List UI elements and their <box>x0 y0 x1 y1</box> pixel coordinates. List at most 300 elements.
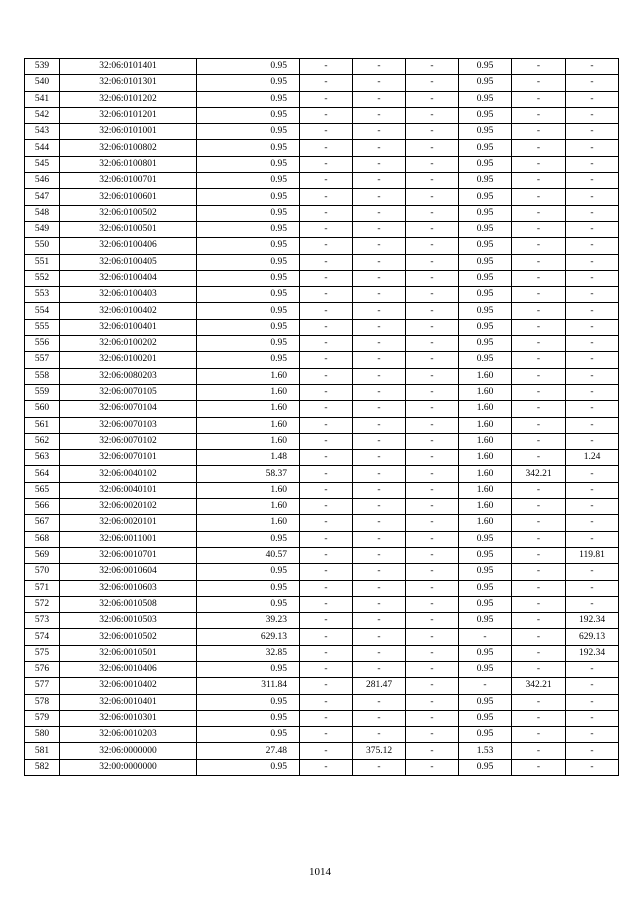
value-col-8-cell: - <box>512 499 566 515</box>
cadastral-code-cell: 32:06:0070101 <box>60 450 197 466</box>
value-col-7-cell: 1.60 <box>459 384 512 400</box>
table-row <box>25 727 619 743</box>
table-row <box>25 499 619 515</box>
value-col-5-cell: - <box>353 450 406 466</box>
value-col-4-cell: - <box>300 482 353 498</box>
table-row <box>25 75 619 91</box>
value-col-7-cell: 0.95 <box>459 173 512 189</box>
table-row <box>25 352 619 368</box>
value-col-7-cell: 1.53 <box>459 743 512 759</box>
value-col-4-cell: - <box>300 140 353 156</box>
price-value-cell: 0.95 <box>197 336 300 352</box>
value-col-6-cell: - <box>406 287 459 303</box>
value-col-8-cell: 342.21 <box>512 466 566 482</box>
price-value-cell: 0.95 <box>197 319 300 335</box>
value-col-6-cell: - <box>406 515 459 531</box>
value-col-8-cell: - <box>512 156 566 172</box>
table-row <box>25 482 619 498</box>
value-col-7-cell: 0.95 <box>459 189 512 205</box>
value-col-5-cell: - <box>353 91 406 107</box>
value-col-9-cell: - <box>566 580 619 596</box>
value-col-6-cell: - <box>406 156 459 172</box>
cadastral-code-cell: 32:06:0020102 <box>60 499 197 515</box>
value-col-6-cell: - <box>406 352 459 368</box>
value-col-5-cell: - <box>353 596 406 612</box>
value-col-6-cell: - <box>406 205 459 221</box>
value-col-9-cell: - <box>566 759 619 775</box>
value-col-4-cell: - <box>300 596 353 612</box>
price-value-cell: 1.60 <box>197 499 300 515</box>
price-value-cell: 0.95 <box>197 205 300 221</box>
value-col-9-cell: - <box>566 91 619 107</box>
value-col-6-cell: - <box>406 384 459 400</box>
cadastral-code-cell: 32:06:0010301 <box>60 710 197 726</box>
value-col-8-cell: - <box>512 238 566 254</box>
row-number-cell: 562 <box>25 433 60 449</box>
value-col-8-cell: - <box>512 91 566 107</box>
row-number-cell: 564 <box>25 466 60 482</box>
value-col-4-cell: - <box>300 547 353 563</box>
value-col-5-cell: - <box>353 189 406 205</box>
price-value-cell: 0.95 <box>197 661 300 677</box>
value-col-8-cell: - <box>512 450 566 466</box>
value-col-4-cell: - <box>300 450 353 466</box>
value-col-9-cell: - <box>566 466 619 482</box>
price-value-cell: 0.95 <box>197 140 300 156</box>
price-value-cell: 0.95 <box>197 238 300 254</box>
value-col-8-cell: - <box>512 368 566 384</box>
row-number-cell: 552 <box>25 270 60 286</box>
row-number-cell: 550 <box>25 238 60 254</box>
value-col-9-cell: - <box>566 124 619 140</box>
value-col-8-cell: - <box>512 124 566 140</box>
value-col-7-cell: 0.95 <box>459 59 512 75</box>
value-col-6-cell: - <box>406 303 459 319</box>
value-col-8-cell: - <box>512 319 566 335</box>
table-row <box>25 564 619 580</box>
table-row <box>25 417 619 433</box>
table-row <box>25 319 619 335</box>
value-col-4-cell: - <box>300 727 353 743</box>
value-col-5-cell: - <box>353 319 406 335</box>
row-number-cell: 539 <box>25 59 60 75</box>
value-col-8-cell: - <box>512 417 566 433</box>
value-col-7-cell: 1.60 <box>459 466 512 482</box>
value-col-8-cell: 342.21 <box>512 678 566 694</box>
value-col-4-cell: - <box>300 287 353 303</box>
value-col-7-cell: 0.95 <box>459 710 512 726</box>
value-col-5-cell: - <box>353 727 406 743</box>
value-col-8-cell: - <box>512 759 566 775</box>
value-col-7-cell: 0.95 <box>459 547 512 563</box>
value-col-8-cell: - <box>512 107 566 123</box>
value-col-8-cell: - <box>512 710 566 726</box>
cadastral-code-cell: 32:06:0100801 <box>60 156 197 172</box>
value-col-5-cell: - <box>353 270 406 286</box>
cadastral-code-cell: 32:06:0011001 <box>60 531 197 547</box>
price-value-cell: 0.95 <box>197 124 300 140</box>
value-col-5-cell: - <box>353 417 406 433</box>
value-col-7-cell: 0.95 <box>459 238 512 254</box>
value-col-7-cell: 0.95 <box>459 759 512 775</box>
value-col-7-cell: 0.95 <box>459 596 512 612</box>
value-col-9-cell: - <box>566 433 619 449</box>
table-row <box>25 531 619 547</box>
price-value-cell: 0.95 <box>197 580 300 596</box>
value-col-8-cell: - <box>512 580 566 596</box>
cadastral-code-cell: 32:06:0040101 <box>60 482 197 498</box>
price-value-cell: 58.37 <box>197 466 300 482</box>
value-col-4-cell: - <box>300 336 353 352</box>
value-col-5-cell: - <box>353 645 406 661</box>
value-col-4-cell: - <box>300 433 353 449</box>
value-col-6-cell: - <box>406 189 459 205</box>
row-number-cell: 544 <box>25 140 60 156</box>
value-col-9-cell: - <box>566 173 619 189</box>
value-col-5-cell: - <box>353 384 406 400</box>
value-col-8-cell: - <box>512 352 566 368</box>
value-col-9-cell: - <box>566 743 619 759</box>
value-col-5-cell: - <box>353 124 406 140</box>
value-col-9-cell: 119.81 <box>566 547 619 563</box>
value-col-5-cell: - <box>353 466 406 482</box>
value-col-7-cell: 0.95 <box>459 661 512 677</box>
cadastral-code-cell: 32:06:0100402 <box>60 303 197 319</box>
row-number-cell: 570 <box>25 564 60 580</box>
table-row <box>25 59 619 75</box>
value-col-9-cell: - <box>566 156 619 172</box>
value-col-9-cell: - <box>566 303 619 319</box>
table-row <box>25 515 619 531</box>
value-col-8-cell: - <box>512 645 566 661</box>
value-col-6-cell: - <box>406 645 459 661</box>
value-col-4-cell: - <box>300 205 353 221</box>
row-number-cell: 551 <box>25 254 60 270</box>
value-col-4-cell: - <box>300 384 353 400</box>
value-col-9-cell: - <box>566 727 619 743</box>
value-col-9-cell: - <box>566 661 619 677</box>
value-col-7-cell: 1.60 <box>459 433 512 449</box>
value-col-8-cell: - <box>512 564 566 580</box>
value-col-8-cell: - <box>512 482 566 498</box>
table-body <box>25 59 619 776</box>
value-col-4-cell: - <box>300 368 353 384</box>
cadastral-code-cell: 32:06:0100601 <box>60 189 197 205</box>
cadastral-code-cell: 32:06:0070105 <box>60 384 197 400</box>
value-col-6-cell: - <box>406 580 459 596</box>
value-col-5-cell: - <box>353 499 406 515</box>
cadastral-code-cell: 32:06:0100501 <box>60 221 197 237</box>
table-row <box>25 270 619 286</box>
value-col-9-cell: - <box>566 482 619 498</box>
value-col-4-cell: - <box>300 238 353 254</box>
value-col-5-cell: - <box>353 710 406 726</box>
value-col-9-cell: - <box>566 401 619 417</box>
value-col-6-cell: - <box>406 759 459 775</box>
value-col-4-cell: - <box>300 515 353 531</box>
value-col-7-cell: 0.95 <box>459 531 512 547</box>
table-row <box>25 694 619 710</box>
cadastral-code-cell: 32:06:0100406 <box>60 238 197 254</box>
value-col-5-cell: - <box>353 629 406 645</box>
row-number-cell: 569 <box>25 547 60 563</box>
value-col-9-cell: - <box>566 59 619 75</box>
value-col-9-cell: - <box>566 140 619 156</box>
row-number-cell: 573 <box>25 613 60 629</box>
value-col-9-cell: - <box>566 287 619 303</box>
value-col-4-cell: - <box>300 531 353 547</box>
value-col-8-cell: - <box>512 547 566 563</box>
value-col-9-cell: - <box>566 221 619 237</box>
cadastral-code-cell: 32:06:0100201 <box>60 352 197 368</box>
row-number-cell: 543 <box>25 124 60 140</box>
value-col-8-cell: - <box>512 173 566 189</box>
table-row <box>25 221 619 237</box>
value-col-9-cell: - <box>566 75 619 91</box>
row-number-cell: 553 <box>25 287 60 303</box>
value-col-6-cell: - <box>406 710 459 726</box>
row-number-cell: 581 <box>25 743 60 759</box>
row-number-cell: 545 <box>25 156 60 172</box>
price-value-cell: 0.95 <box>197 694 300 710</box>
row-number-cell: 547 <box>25 189 60 205</box>
row-number-cell: 575 <box>25 645 60 661</box>
cadastral-code-cell: 32:06:0010203 <box>60 727 197 743</box>
value-col-6-cell: - <box>406 107 459 123</box>
price-value-cell: 0.95 <box>197 531 300 547</box>
value-col-9-cell: 629.13 <box>566 629 619 645</box>
value-col-7-cell: 0.95 <box>459 613 512 629</box>
table-row <box>25 547 619 563</box>
value-col-9-cell: 1.24 <box>566 450 619 466</box>
row-number-cell: 566 <box>25 499 60 515</box>
value-col-5-cell: - <box>353 238 406 254</box>
value-col-5-cell: - <box>353 352 406 368</box>
value-col-8-cell: - <box>512 205 566 221</box>
value-col-8-cell: - <box>512 433 566 449</box>
value-col-9-cell: - <box>566 531 619 547</box>
price-value-cell: 1.60 <box>197 515 300 531</box>
table-row <box>25 613 619 629</box>
value-col-5-cell: - <box>353 75 406 91</box>
cadastral-code-cell: 32:06:0010406 <box>60 661 197 677</box>
price-value-cell: 0.95 <box>197 287 300 303</box>
cadastral-code-cell: 32:06:0101401 <box>60 59 197 75</box>
table-row <box>25 238 619 254</box>
price-value-cell: 0.95 <box>197 156 300 172</box>
price-value-cell: 629.13 <box>197 629 300 645</box>
value-col-5-cell: - <box>353 336 406 352</box>
table-row <box>25 140 619 156</box>
value-col-7-cell: 1.60 <box>459 482 512 498</box>
value-col-7-cell: 0.95 <box>459 694 512 710</box>
value-col-8-cell: - <box>512 515 566 531</box>
value-col-6-cell: - <box>406 221 459 237</box>
value-col-5-cell: 375.12 <box>353 743 406 759</box>
value-col-5-cell: - <box>353 694 406 710</box>
value-col-5-cell: - <box>353 287 406 303</box>
value-col-6-cell: - <box>406 254 459 270</box>
value-col-5-cell: - <box>353 107 406 123</box>
cadastral-code-cell: 32:06:0100802 <box>60 140 197 156</box>
value-col-7-cell: 0.95 <box>459 124 512 140</box>
row-number-cell: 571 <box>25 580 60 596</box>
value-col-5-cell: - <box>353 564 406 580</box>
cadastral-code-cell: 32:06:0101001 <box>60 124 197 140</box>
value-col-6-cell: - <box>406 238 459 254</box>
cadastral-code-cell: 32:06:0010503 <box>60 613 197 629</box>
value-col-8-cell: - <box>512 531 566 547</box>
value-col-8-cell: - <box>512 743 566 759</box>
value-col-7-cell: 1.60 <box>459 450 512 466</box>
value-col-8-cell: - <box>512 401 566 417</box>
value-col-6-cell: - <box>406 531 459 547</box>
value-col-9-cell: 192.34 <box>566 645 619 661</box>
value-col-4-cell: - <box>300 75 353 91</box>
value-col-4-cell: - <box>300 759 353 775</box>
value-col-9-cell: - <box>566 352 619 368</box>
cadastral-code-cell: 32:06:0010604 <box>60 564 197 580</box>
value-col-4-cell: - <box>300 710 353 726</box>
value-col-6-cell: - <box>406 596 459 612</box>
table-row <box>25 107 619 123</box>
value-col-7-cell: 0.95 <box>459 352 512 368</box>
row-number-cell: 580 <box>25 727 60 743</box>
price-value-cell: 27.48 <box>197 743 300 759</box>
value-col-6-cell: - <box>406 140 459 156</box>
cadastral-code-cell: 32:06:0101201 <box>60 107 197 123</box>
value-col-4-cell: - <box>300 645 353 661</box>
cadastral-code-cell: 32:06:0100403 <box>60 287 197 303</box>
table-row <box>25 596 619 612</box>
value-col-9-cell: - <box>566 596 619 612</box>
value-col-4-cell: - <box>300 678 353 694</box>
value-col-6-cell: - <box>406 743 459 759</box>
value-col-7-cell: 1.60 <box>459 368 512 384</box>
value-col-4-cell: - <box>300 221 353 237</box>
row-number-cell: 549 <box>25 221 60 237</box>
price-value-cell: 32.85 <box>197 645 300 661</box>
value-col-6-cell: - <box>406 124 459 140</box>
value-col-8-cell: - <box>512 694 566 710</box>
value-col-9-cell: - <box>566 238 619 254</box>
value-col-8-cell: - <box>512 727 566 743</box>
value-col-7-cell: 0.95 <box>459 75 512 91</box>
value-col-7-cell: 0.95 <box>459 140 512 156</box>
price-value-cell: 0.95 <box>197 221 300 237</box>
value-col-9-cell: - <box>566 319 619 335</box>
cadastral-code-cell: 32:06:0101301 <box>60 75 197 91</box>
table-row <box>25 303 619 319</box>
value-col-7-cell: 0.95 <box>459 205 512 221</box>
value-col-8-cell: - <box>512 336 566 352</box>
value-col-5-cell: - <box>353 173 406 189</box>
value-col-9-cell: - <box>566 270 619 286</box>
table-row <box>25 661 619 677</box>
table-row <box>25 173 619 189</box>
table-row <box>25 124 619 140</box>
price-value-cell: 1.60 <box>197 384 300 400</box>
value-col-5-cell: - <box>353 580 406 596</box>
table-row <box>25 401 619 417</box>
row-number-cell: 554 <box>25 303 60 319</box>
row-number-cell: 559 <box>25 384 60 400</box>
cadastral-code-cell: 32:06:0070102 <box>60 433 197 449</box>
value-col-7-cell: 0.95 <box>459 336 512 352</box>
table-row <box>25 580 619 596</box>
cadastral-code-cell: 32:06:0070103 <box>60 417 197 433</box>
value-col-4-cell: - <box>300 91 353 107</box>
value-col-5-cell: - <box>353 613 406 629</box>
cadastral-code-cell: 32:06:0100405 <box>60 254 197 270</box>
value-col-6-cell: - <box>406 270 459 286</box>
value-col-7-cell: 0.95 <box>459 287 512 303</box>
table-row <box>25 466 619 482</box>
price-value-cell: 311.84 <box>197 678 300 694</box>
value-col-5-cell: - <box>353 515 406 531</box>
value-col-4-cell: - <box>300 59 353 75</box>
value-col-6-cell: - <box>406 59 459 75</box>
table-row <box>25 629 619 645</box>
value-col-5-cell: 281.47 <box>353 678 406 694</box>
cadastral-code-cell: 32:06:0020101 <box>60 515 197 531</box>
value-col-8-cell: - <box>512 59 566 75</box>
value-col-4-cell: - <box>300 303 353 319</box>
value-col-4-cell: - <box>300 156 353 172</box>
table-row <box>25 450 619 466</box>
price-value-cell: 1.60 <box>197 368 300 384</box>
value-col-4-cell: - <box>300 564 353 580</box>
value-col-9-cell: - <box>566 107 619 123</box>
table-row <box>25 189 619 205</box>
value-col-4-cell: - <box>300 189 353 205</box>
value-col-4-cell: - <box>300 173 353 189</box>
value-col-8-cell: - <box>512 270 566 286</box>
value-col-5-cell: - <box>353 254 406 270</box>
value-col-4-cell: - <box>300 319 353 335</box>
row-number-cell: 563 <box>25 450 60 466</box>
value-col-5-cell: - <box>353 368 406 384</box>
table-row <box>25 743 619 759</box>
row-number-cell: 556 <box>25 336 60 352</box>
row-number-cell: 540 <box>25 75 60 91</box>
value-col-5-cell: - <box>353 205 406 221</box>
value-col-9-cell: - <box>566 336 619 352</box>
value-col-7-cell: 0.95 <box>459 303 512 319</box>
value-col-6-cell: - <box>406 727 459 743</box>
table-row <box>25 287 619 303</box>
value-col-7-cell: - <box>459 629 512 645</box>
value-col-6-cell: - <box>406 401 459 417</box>
row-number-cell: 557 <box>25 352 60 368</box>
value-col-6-cell: - <box>406 499 459 515</box>
row-number-cell: 542 <box>25 107 60 123</box>
value-col-6-cell: - <box>406 91 459 107</box>
value-col-9-cell: - <box>566 254 619 270</box>
value-col-8-cell: - <box>512 613 566 629</box>
value-col-6-cell: - <box>406 694 459 710</box>
table-row <box>25 156 619 172</box>
table-row <box>25 205 619 221</box>
value-col-4-cell: - <box>300 254 353 270</box>
cadastral-code-cell: 32:06:0100202 <box>60 336 197 352</box>
table-row <box>25 759 619 775</box>
value-col-9-cell: - <box>566 417 619 433</box>
value-col-9-cell: - <box>566 368 619 384</box>
value-col-5-cell: - <box>353 531 406 547</box>
value-col-9-cell: - <box>566 564 619 580</box>
value-col-5-cell: - <box>353 482 406 498</box>
